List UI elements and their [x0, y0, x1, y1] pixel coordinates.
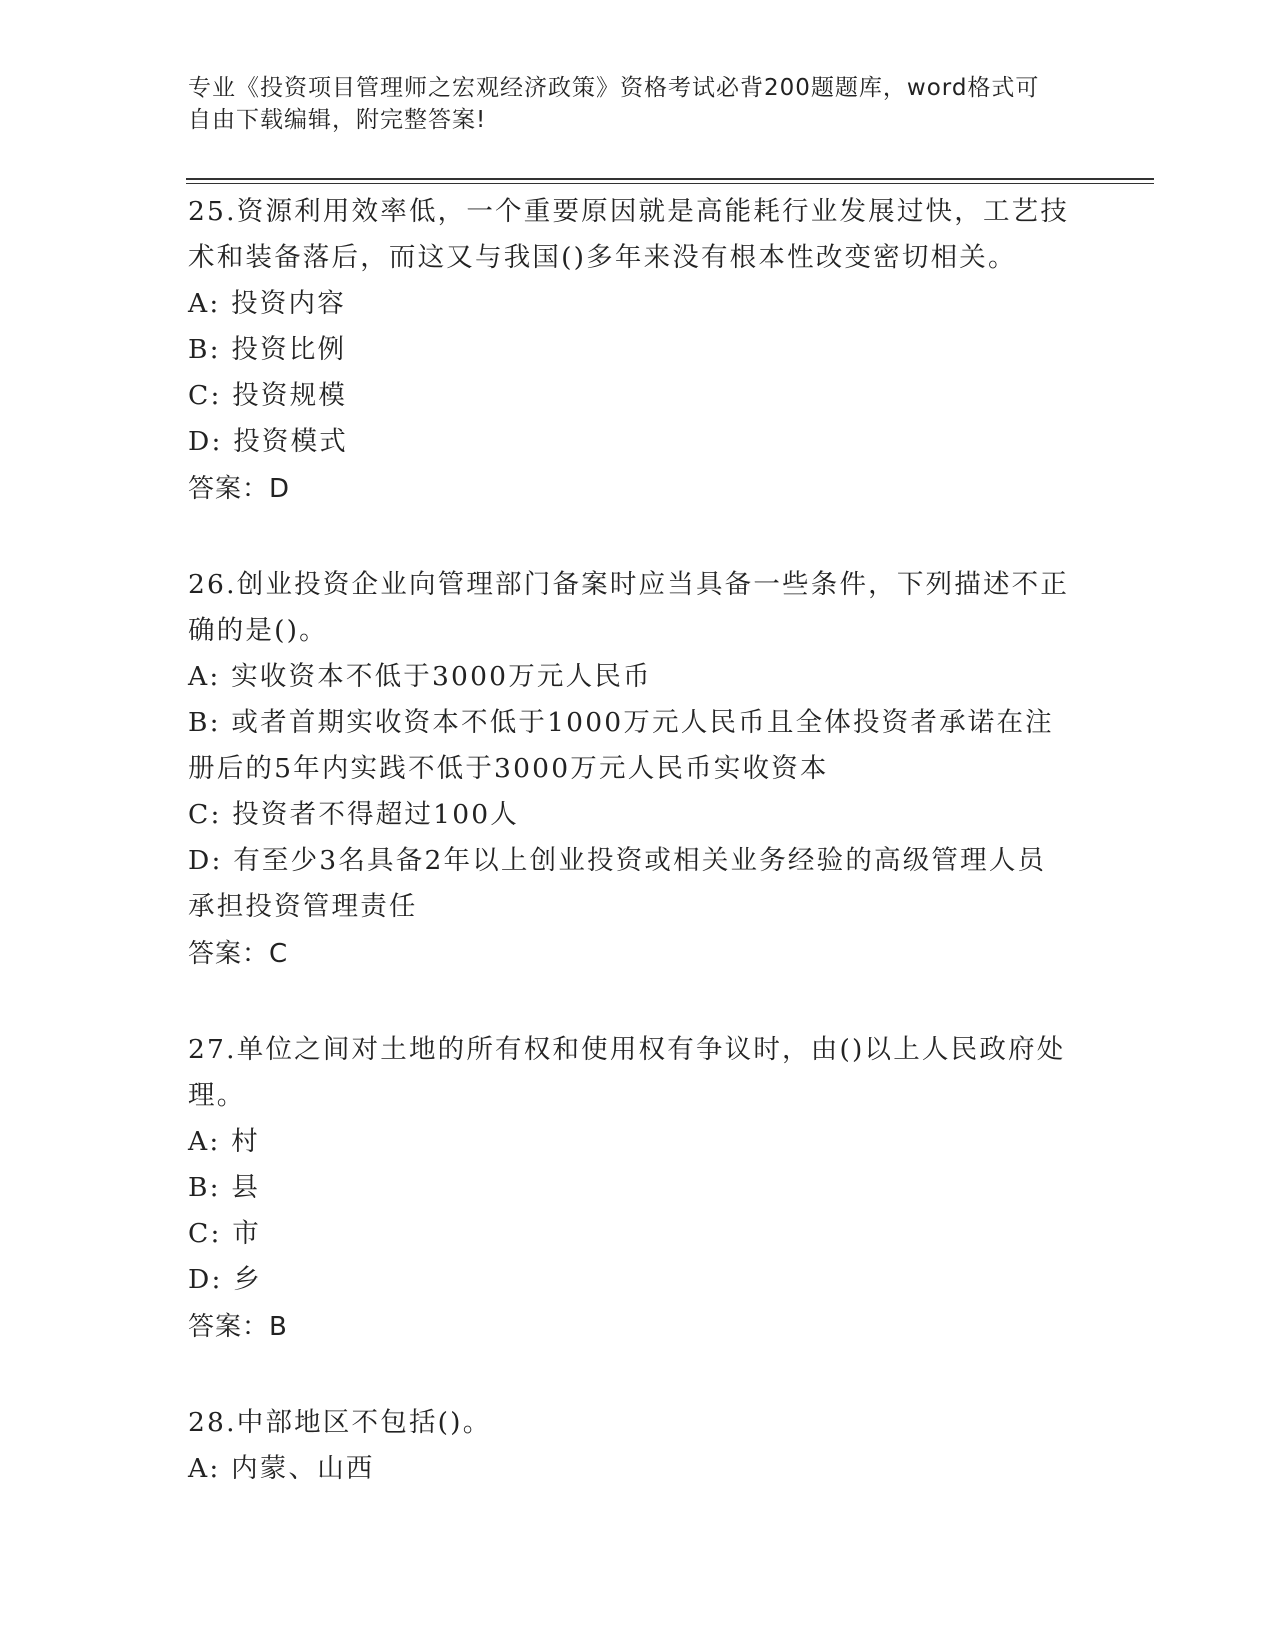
option-b: B: 或者首期实收资本不低于1000万元人民币且全体投资者承诺在注 [188, 707, 1054, 738]
option-c: C: 市 [188, 1218, 261, 1249]
question-26 [188, 561, 1078, 976]
option-d: D: 乡 [188, 1264, 262, 1295]
option-d: D: 有至少3名具备2年以上创业投资或相关业务经验的高级管理人员 [188, 845, 1047, 876]
header-rule-thin [186, 183, 1154, 184]
answer: 答案：B [188, 1312, 288, 1342]
answer: 答案：D [188, 474, 291, 504]
question-text-line: 28.中部地区不包括()。 [188, 1407, 492, 1438]
question-text-line: 27.单位之间对土地的所有权和使用权有争议时，由()以上人民政府处 [188, 1034, 1066, 1065]
document-header [188, 72, 1088, 136]
question-text-line: 确的是()。 [188, 615, 328, 646]
question-27 [188, 1026, 1078, 1349]
option-d: D: 投资模式 [188, 426, 348, 457]
option-a: A: 内蒙、山西 [188, 1453, 375, 1484]
answer: 答案：C [188, 939, 289, 969]
question-list [188, 188, 1078, 1491]
option-c: C: 投资者不得超过100人 [188, 799, 520, 830]
question-text-line: 26.创业投资企业向管理部门备案时应当具备一些条件，下列描述不正 [188, 569, 1070, 600]
header-rule [186, 178, 1154, 180]
question-28 [188, 1399, 1078, 1491]
option-a: A: 实收资本不低于3000万元人民币 [188, 661, 652, 692]
question-text-line: 理。 [188, 1080, 246, 1111]
option-a: A: 投资内容 [188, 288, 346, 319]
option-d-continued: 承担投资管理责任 [188, 891, 418, 922]
option-b: B: 县 [188, 1172, 261, 1203]
option-c: C: 投资规模 [188, 380, 348, 411]
option-b: B: 投资比例 [188, 334, 347, 365]
option-b-continued: 册后的5年内实践不低于3000万元人民币实收资本 [188, 753, 829, 784]
question-25 [188, 188, 1078, 511]
question-text-line: 术和装备落后，而这又与我国()多年来没有根本性改变密切相关。 [188, 242, 1017, 273]
header-line-1: 专业《投资项目管理师之宏观经济政策》资格考试必背200题题库，word格式可 [188, 75, 1040, 101]
option-a: A: 村 [188, 1126, 260, 1157]
question-text-line: 25.资源利用效率低，一个重要原因就是高能耗行业发展过快，工艺技 [188, 196, 1070, 227]
header-line-2: 自由下载编辑，附完整答案! [188, 107, 487, 133]
